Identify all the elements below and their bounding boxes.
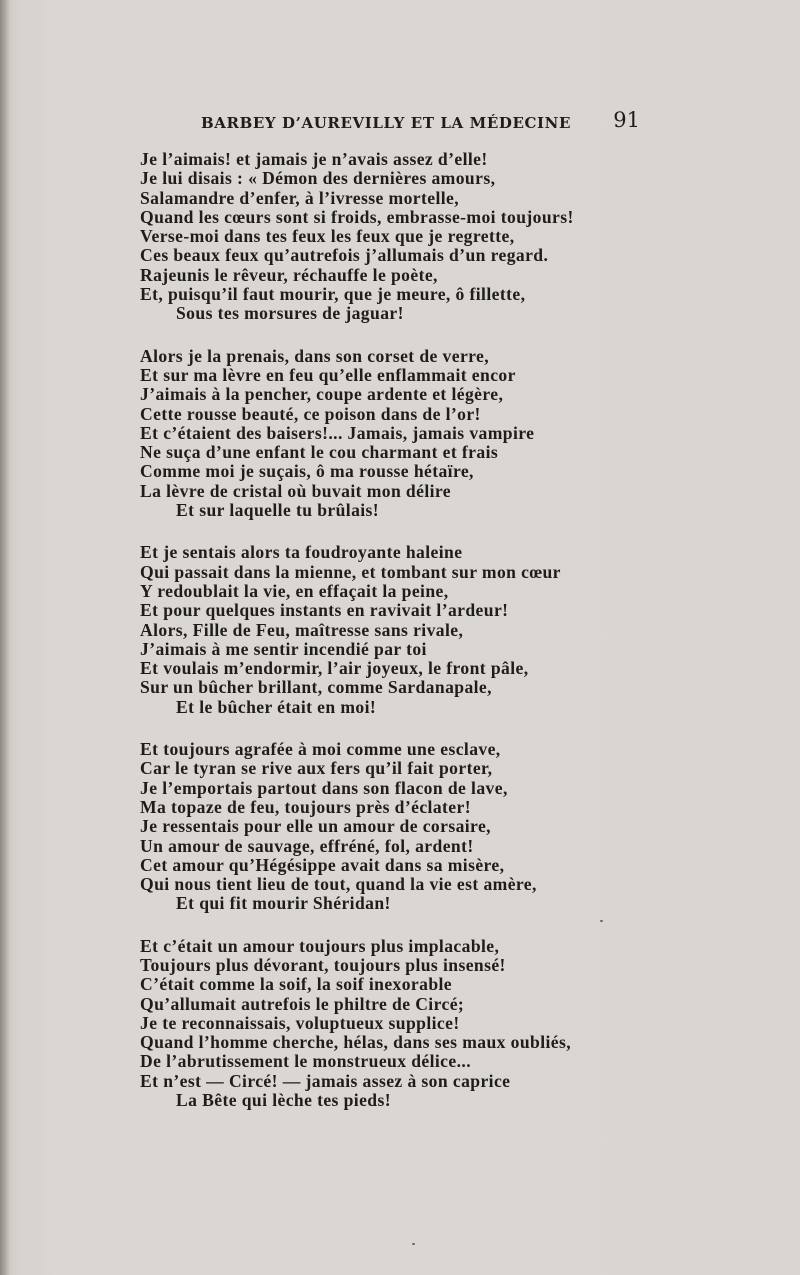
poem-line: Ces beaux feux qu’autrefois j’allumais d’un regard.	[140, 245, 549, 266]
poem-line: Comme moi je suçais, ô ma rousse hétaïre,	[140, 461, 474, 482]
poem-line: J’aimais à la pencher, coupe ardente et légère,	[140, 384, 504, 405]
poem-line: Salamandre d’enfer, à l’ivresse mortelle,	[140, 187, 460, 208]
poem	[140, 150, 630, 1133]
poem-line: Et toujours agrafée à moi comme une esclave,	[140, 739, 501, 760]
poem-line: C’était comme la soif, la soif inexorable	[140, 974, 453, 995]
poem-line: Et n’est — Circé! — jamais assez à son caprice	[140, 1070, 511, 1091]
stanza-3	[140, 543, 630, 717]
poem-refrain-line: Et sur laquelle tu brûlais!	[176, 500, 380, 521]
poem-line: Un amour de sauvage, effréné, fol, ardent!	[140, 835, 474, 856]
poem-line: Je ressentais pour elle un amour de corsaire,	[140, 816, 491, 837]
poem-line: Je te reconnaissais, voluptueux supplice!	[140, 1012, 460, 1033]
poem-line: Car le tyran se rive aux fers qu’il fait porter,	[140, 758, 493, 779]
poem-line: Je l’aimais! et jamais je n’avais assez d’elle!	[140, 149, 488, 169]
poem-line: Ne suça d’une enfant le cou charmant et frais	[140, 442, 499, 463]
poem-line: Et sur ma lèvre en feu qu’elle enflammait encor	[140, 364, 516, 385]
poem-line: J’aimais à me sentir incendié par toi	[140, 638, 427, 659]
poem-line: Et je sentais alors ta foudroyante haleine	[140, 542, 463, 563]
poem-refrain-line: La Bête qui lèche tes pieds!	[176, 1090, 391, 1111]
poem-line: Et voulais m’endormir, l’air joyeux, le front pâle,	[140, 658, 529, 679]
poem-refrain-line: Sous tes morsures de jaguar!	[176, 303, 404, 324]
poem-line: Et c’étaient des baisers!... Jamais, jamais vampire	[140, 422, 535, 443]
poem-line: Rajeunis le rêveur, réchauffe le poète,	[140, 264, 438, 285]
stanza-4	[140, 740, 630, 914]
stanza-1	[140, 150, 630, 324]
page-number: 91	[613, 108, 640, 132]
paper-speck	[600, 920, 603, 922]
poem-refrain-line: Et qui fit mourir Shéridan!	[176, 893, 391, 914]
poem-line: Et pour quelques instants en ravivait l’ardeur!	[140, 600, 509, 621]
poem-line: Alors je la prenais, dans son corset de verre,	[140, 345, 490, 366]
poem-refrain-line: Et le bûcher était en moi!	[176, 696, 377, 717]
page-spine-shadow	[0, 0, 10, 1275]
poem-line: Sur un bûcher brillant, comme Sardanapale,	[140, 677, 492, 698]
poem-line: Cette rousse beauté, ce poison dans de l’or!	[140, 403, 481, 424]
poem-line: Y redoublait la vie, en effaçait la peine,	[140, 580, 449, 601]
poem-line: La lèvre de cristal où buvait mon délire	[140, 480, 452, 501]
poem-line: Et, puisqu’il faut mourir, que je meure, ô fillette,	[140, 284, 526, 305]
running-title: BARBEY D’AUREVILLY ET LA MÉDECINE	[201, 114, 571, 132]
poem-line: Qui passait dans la mienne, et tombant sur mon cœur	[140, 561, 561, 582]
poem-line: Toujours plus dévorant, toujours plus insensé!	[140, 954, 506, 975]
poem-line: Cet amour qu’Hégésippe avait dans sa misère,	[140, 854, 505, 875]
poem-line: Verse-moi dans tes feux les feux que je regrette,	[140, 226, 515, 247]
poem-line: Et c’était un amour toujours plus implacable,	[140, 935, 500, 956]
poem-line: Quand les cœurs sont si froids, embrasse-moi toujours!	[140, 206, 574, 227]
poem-line: Quand l’homme cherche, hélas, dans ses maux oubliés,	[140, 1032, 572, 1053]
poem-line: Qui nous tient lieu de tout, quand la vie est amère,	[140, 874, 537, 895]
poem-line: Je lui disais : « Démon des dernières amours,	[140, 168, 496, 189]
page-header	[150, 110, 640, 136]
stanza-2	[140, 347, 630, 521]
paper-speck	[412, 1243, 415, 1245]
stanza-5	[140, 937, 630, 1111]
poem-line: Qu’allumait autrefois le philtre de Circé;	[140, 993, 465, 1014]
poem-line: Je l’emportais partout dans son flacon de lave,	[140, 777, 508, 798]
poem-line: Ma topaze de feu, toujours près d’éclater!	[140, 796, 471, 817]
poem-line: Alors, Fille de Feu, maîtresse sans rivale,	[140, 619, 464, 640]
poem-line: De l’abrutissement le monstrueux délice...	[140, 1051, 471, 1072]
